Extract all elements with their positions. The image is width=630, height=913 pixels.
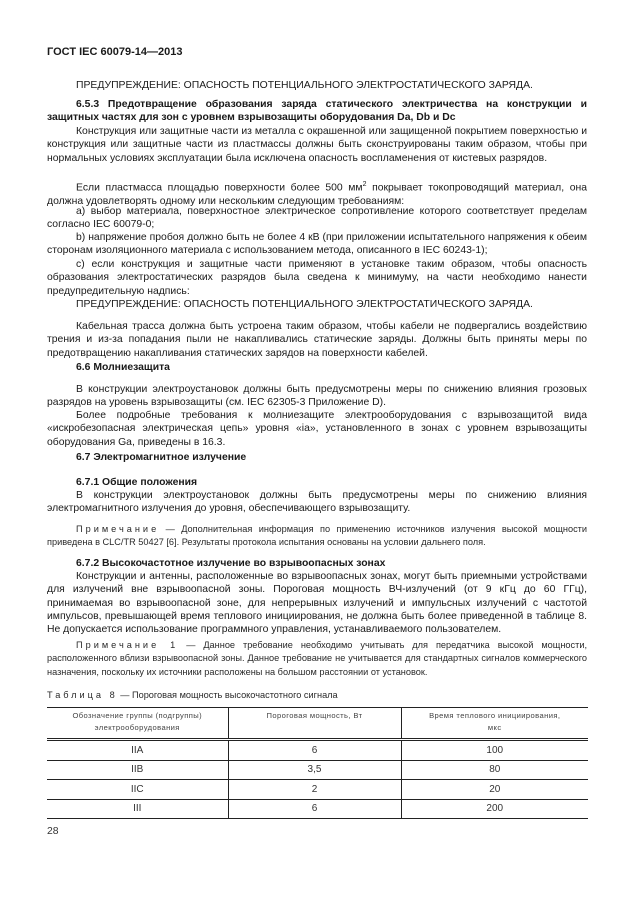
page-number: 28: [47, 826, 59, 837]
column-header: Пороговая мощность, Вт: [228, 708, 401, 740]
column-header: Время теплового инициирования, мкс: [401, 708, 588, 740]
paragraph-text: покрывает токопроводящий материал, она должна удовлетворять одному или нескольким следующим требованиям:: [47, 182, 587, 207]
table-cell: III: [47, 799, 228, 819]
table-cell: 6: [228, 799, 401, 819]
note-text: — Дополнительная информация по применению источников излучения высокой мощности приведена в CLC/TR 50427 [6]. Результаты протокола испытания основаны на условии дальнего поля.: [47, 524, 587, 548]
column-header: Обозначение группы (подгруппы) электрооборудования: [47, 708, 228, 740]
table-caption: [47, 689, 587, 702]
note-text: — Данное требование необходимо учитывать для передатчика высокой мощности, расположенного вблизи взрывоопасной зоны. Данное требование не учитывается для стандартных сигналов коммерческого назначения, поскольку их источники расположены на большом расстоянии от установок.: [47, 640, 587, 677]
document-header: ГОСТ IEC 60079-14—2013: [47, 46, 183, 58]
threshold-power-table: [47, 707, 588, 819]
section-6-7-heading: 6.7 Электромагнитное излучение: [76, 452, 247, 463]
table-row: [47, 740, 588, 761]
table-cell: IIC: [47, 780, 228, 800]
table-label: Таблица 8: [47, 690, 118, 700]
table-cell: 80: [401, 760, 588, 780]
table-cell: 20: [401, 780, 588, 800]
table-cell: IIB: [47, 760, 228, 780]
note: [47, 639, 587, 679]
note-label: Примечание 1: [76, 640, 179, 650]
table-cell: 100: [401, 740, 588, 761]
table-row: [47, 760, 588, 780]
paragraph: Конструкция или защитные части из металла с окрашенной или защищенной покрытием поверхностью и конструкция или защитные части из пластмассы должны быть сконструированы таким образом, чтобы при нормальных условиях эксплуатации была исключена опасность воспламенения от кистевых разрядов.: [47, 126, 587, 164]
section-6-7-2-heading: 6.7.2 Высокочастотное излучение во взрывоопасных зонах: [76, 558, 386, 569]
table-title: — Пороговая мощность высокочастотного сигнала: [117, 690, 338, 700]
table-header-row: [47, 708, 588, 740]
section-6-5-3-heading: 6.5.3 Предотвращение образования заряда статического электричества на конструкции и защитных частях для зон с уровнем взрывозащиты оборудования Da, Db и Dc: [47, 99, 587, 124]
paragraph: Более подробные требования к молниезащите электрооборудования с взрывозащитой вида «искробезопасная электрическая цепь» уровня «ia», установленного в зонах с уровнем взрывозащиты оборудования Ga, приведены в 16.3.: [47, 410, 587, 448]
list-item: c) если конструкция и защитные части применяют в установке таким образом, чтобы опасность образования электростатических разрядов была сведена к минимуму, на части необходимо нанести предупредительную надпись:: [47, 259, 587, 297]
table-cell: 2: [228, 780, 401, 800]
list-item: a) выбор материала, поверхностное электрическое сопротивление которого соответствует пределам согласно IEC 60079-0;: [47, 206, 587, 231]
table-cell: 200: [401, 799, 588, 819]
paragraph: [47, 178, 587, 208]
superscript: 2: [362, 181, 367, 188]
paragraph-text: Если пластмасса площадью поверхности более 500 мм: [76, 182, 363, 194]
list-item: b) напряжение пробоя должно быть не более 4 кВ (при приложении испытательного напряжения к обеим сторонам изоляционного материала с использованием метода, описанного в IEC 60243-1);: [47, 232, 587, 257]
table-cell: 3,5: [228, 760, 401, 780]
paragraph: Кабельная трасса должна быть устроена таким образом, чтобы кабели не подвергались воздействию трения и из-за попадания пыли не накапливались статические заряды. Должны быть приняты меры по предотвращению накапливания статических зарядов на поверхности кабелей.: [47, 321, 587, 359]
table-cell: IIA: [47, 740, 228, 761]
paragraph: Конструкции и антенны, расположенные во взрывоопасных зонах, могут быть приемными устройствами для излучений вне взрывоопасной зоны. Пороговая мощность ВЧ-излучений (от 9 кГц до 60 ГГц), принимаемая во взрывоопасной зоне, для непрерывных излучений и импульсных излучений с частотой импульсов, превышающей время теплового инициирования, не должна быть более приведенной в таблице 8. Не допускается использование программного управления, устанавливаемого пользователем.: [47, 571, 587, 636]
table-row: [47, 799, 588, 819]
table-cell: 6: [228, 740, 401, 761]
warning-text: ПРЕДУПРЕЖДЕНИЕ: ОПАСНОСТЬ ПОТЕНЦИАЛЬНОГО ЭЛЕКТРОСТАТИЧЕСКОГО ЗАРЯДА.: [76, 80, 533, 91]
section-6-7-1-heading: 6.7.1 Общие положения: [76, 477, 198, 488]
paragraph: В конструкции электроустановок должны быть предусмотрены меры по снижению влияния электромагнитного излучения до уровня, обеспечивающего взрывозащиту.: [47, 490, 587, 515]
paragraph: В конструкции электроустановок должны быть предусмотрены меры по снижению влияния грозовых разрядов на уровень взрывозащиты (см. IEC 62305-3 Приложение D).: [47, 384, 587, 409]
section-6-6-heading: 6.6 Молниезащита: [76, 362, 170, 373]
table-row: [47, 780, 588, 800]
note: [47, 523, 587, 550]
warning-text: ПРЕДУПРЕЖДЕНИЕ: ОПАСНОСТЬ ПОТЕНЦИАЛЬНОГО ЭЛЕКТРОСТАТИЧЕСКОГО ЗАРЯДА.: [76, 299, 533, 310]
note-label: Примечание: [76, 524, 160, 534]
